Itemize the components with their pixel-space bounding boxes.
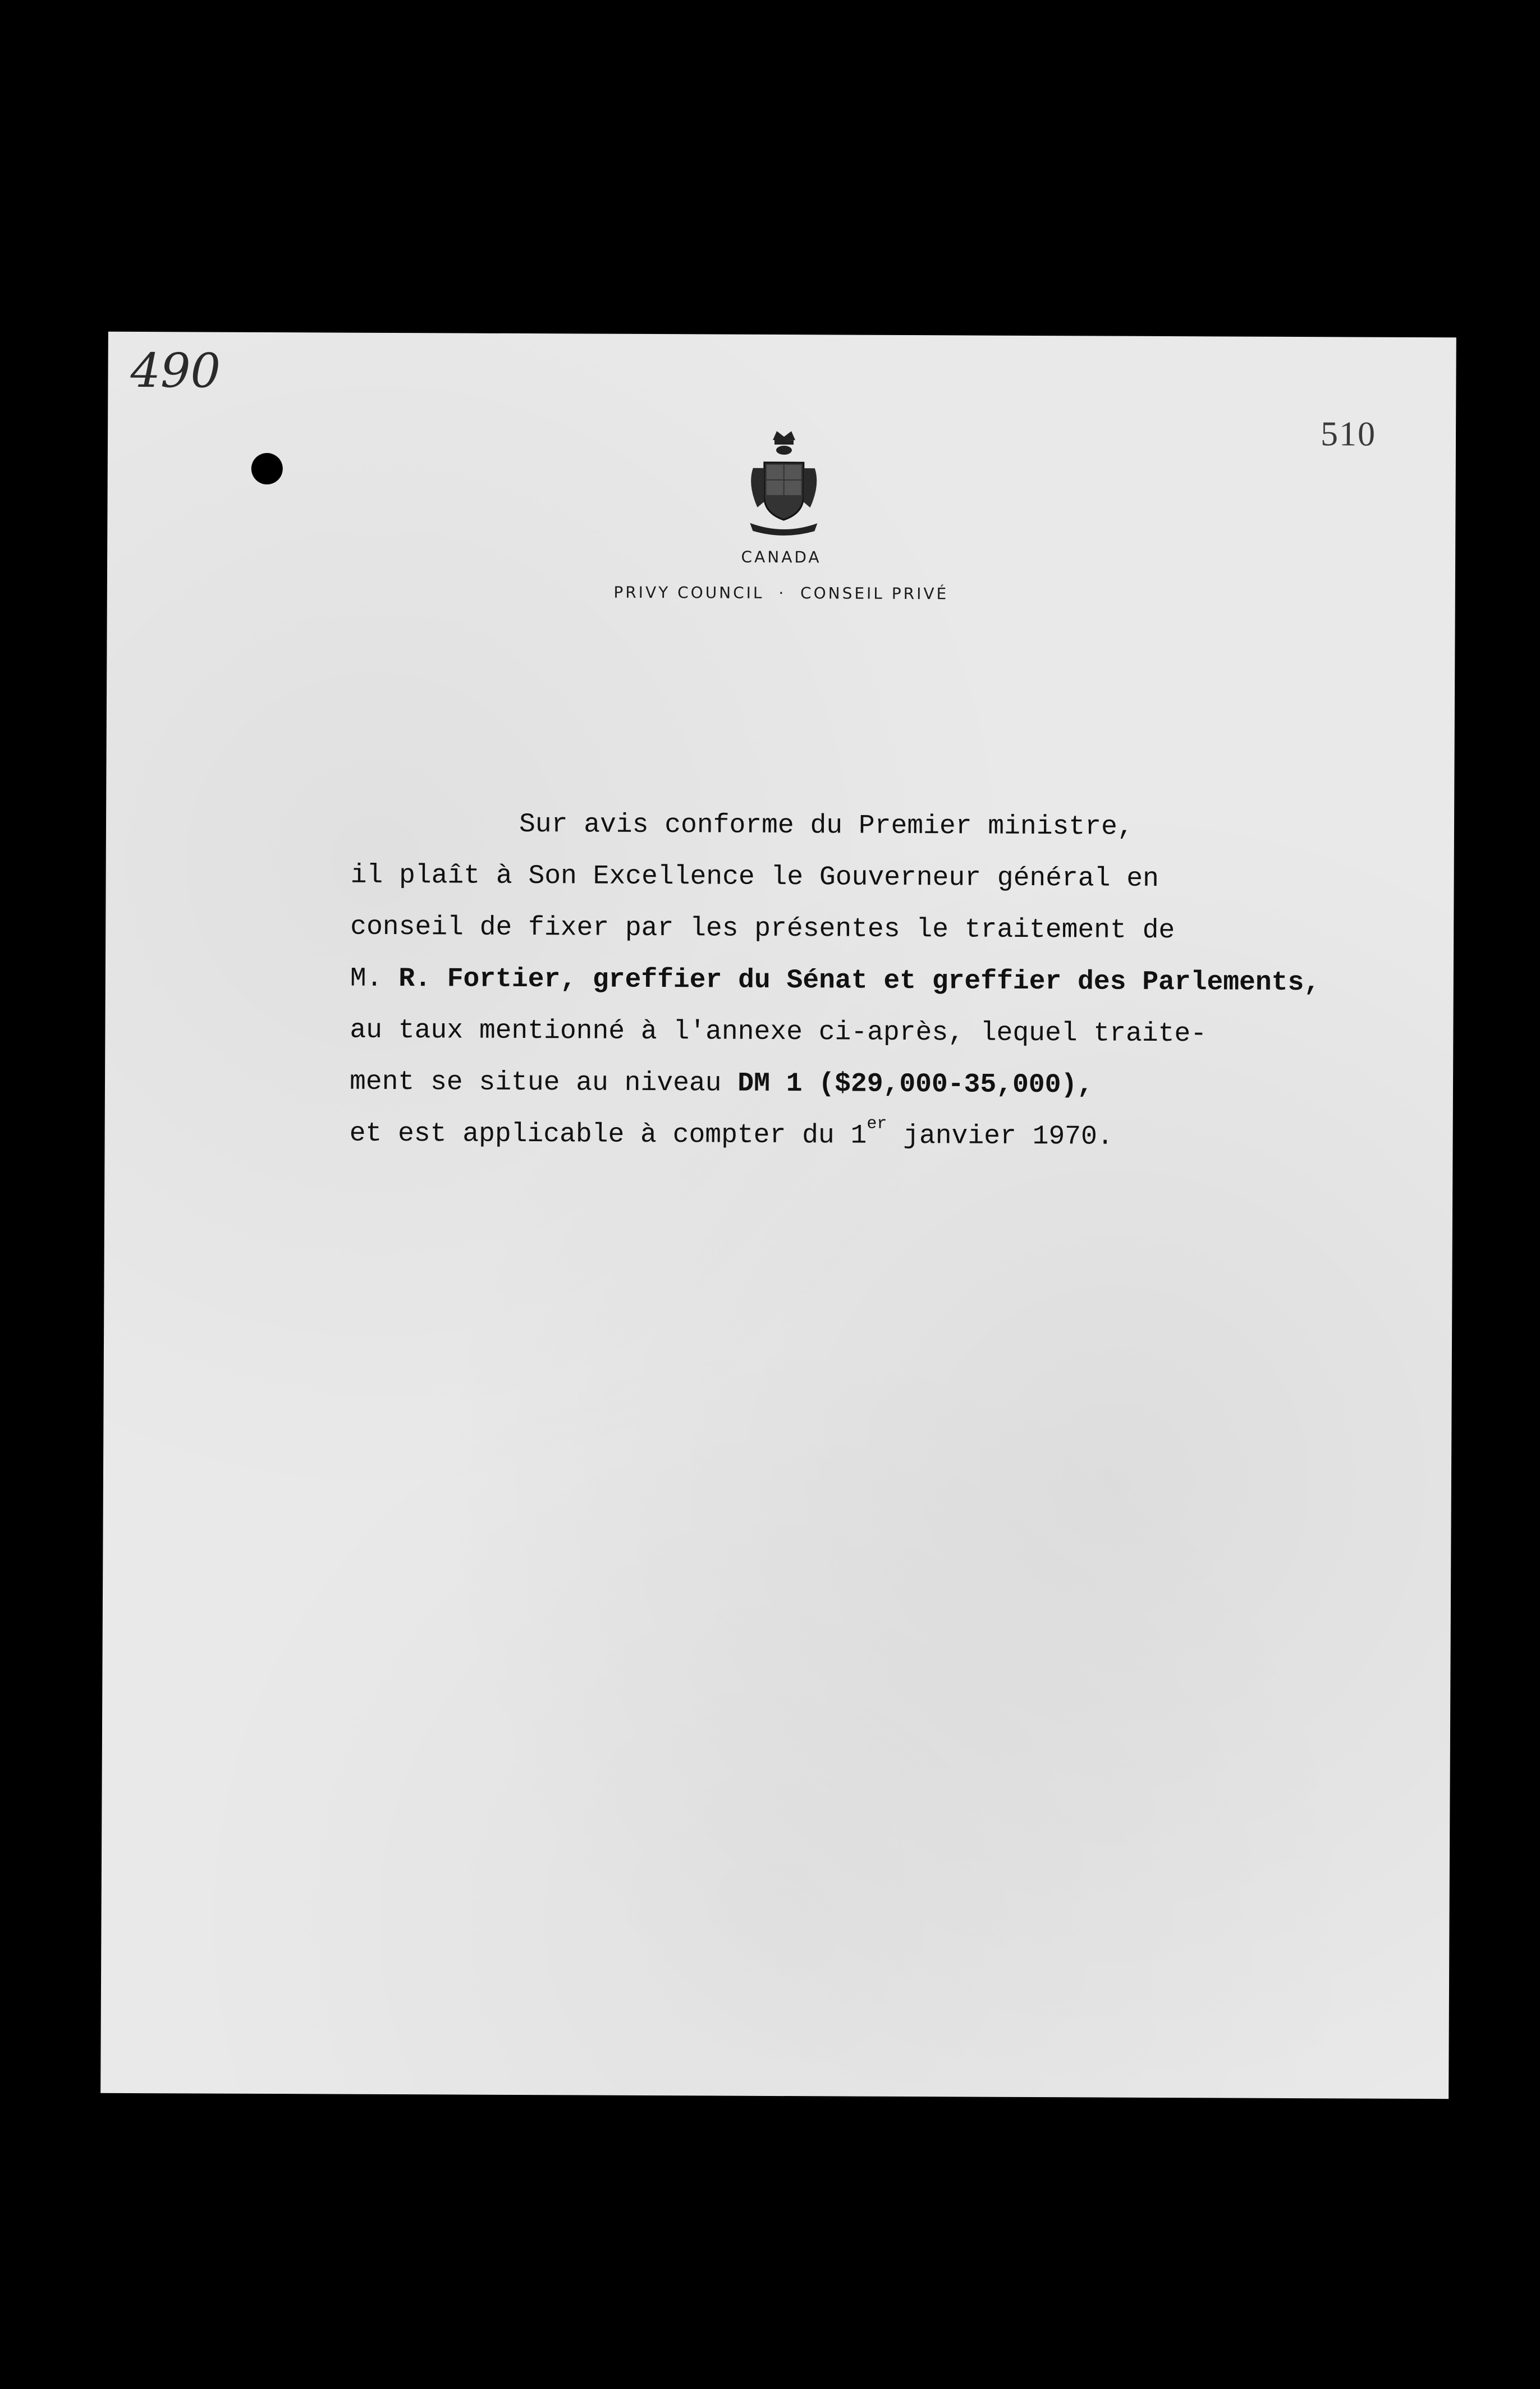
body-line-7-suffix: janvier 1970. xyxy=(887,1120,1113,1152)
body-line-3: conseil de fixer par les présentes le traitement de xyxy=(350,912,1175,946)
body-line-6 xyxy=(350,1067,1093,1101)
body-line-2: il plaît à Son Excellence le Gouverneur général en xyxy=(350,860,1159,894)
body-line-4 xyxy=(350,964,1321,999)
letterhead-council: PRIVY COUNCIL · CONSEIL PRIVÉ xyxy=(613,583,949,603)
document-page xyxy=(100,332,1456,2099)
body-line-7 xyxy=(349,1114,1113,1152)
body-line-5: au taux mentionné à l'annexe ci-après, lequel traite- xyxy=(350,1015,1207,1050)
body-line-4-prefix: M. xyxy=(350,963,383,994)
body-line-6-prefix: ment se situe au niveau xyxy=(349,1067,738,1099)
body-line-1: Sur avis conforme du Premier ministre, xyxy=(519,809,1134,843)
stamped-page-number: 510 xyxy=(1320,415,1377,454)
punch-hole xyxy=(251,453,283,484)
body-line-7-prefix: et est applicable à compter du 1 xyxy=(349,1118,867,1151)
letterhead-country: CANADA xyxy=(741,547,822,567)
body-line-4-name: R. Fortier, greffier du Sénat et greffier des Parlements, xyxy=(398,964,1321,999)
body-line-6-level: DM 1 ($29,000-35,000), xyxy=(737,1068,1094,1101)
coat-of-arms-icon xyxy=(741,429,826,539)
handwritten-folio-number: 490 xyxy=(130,342,221,399)
body-line-7-superscript: er xyxy=(867,1114,887,1134)
